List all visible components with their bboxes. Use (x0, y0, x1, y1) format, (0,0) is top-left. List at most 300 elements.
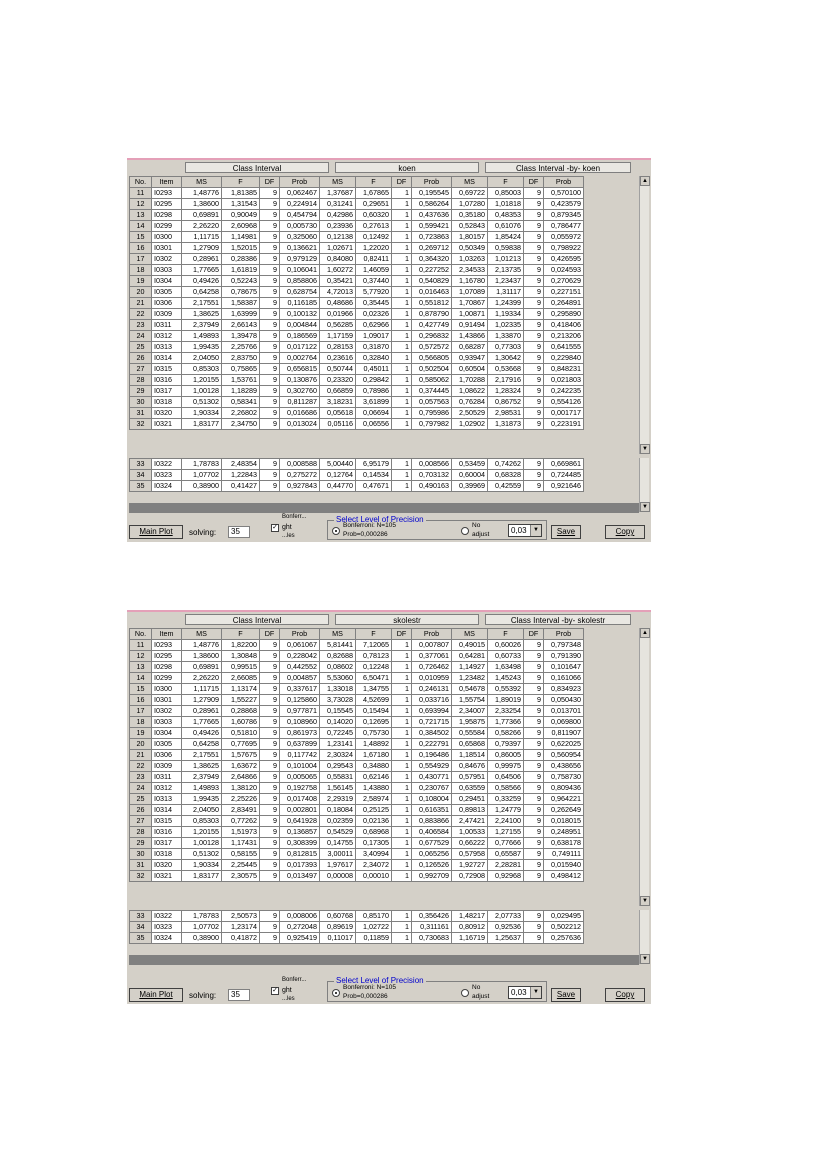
table-row[interactable] (130, 640, 584, 651)
table-cell: I0293 (152, 188, 182, 199)
table-cell: 0,75865 (222, 364, 260, 375)
no-adjust-radio[interactable] (461, 989, 469, 997)
scroll-up-icon[interactable]: ▲ (640, 176, 650, 186)
column-header[interactable]: DF (392, 177, 412, 188)
column-header[interactable]: Prob (280, 629, 320, 640)
table-cell: 1 (392, 922, 412, 933)
table-cell: 0,32840 (356, 353, 392, 364)
table-cell: 1,28324 (488, 386, 524, 397)
table-cell: I0321 (152, 419, 182, 430)
scroll-up-icon[interactable]: ▲ (640, 628, 650, 638)
table-cell: 0,74262 (488, 459, 524, 470)
table-cell: 2,26802 (222, 408, 260, 419)
table-row[interactable] (130, 794, 584, 805)
table-cell: I0299 (152, 221, 182, 232)
table-cell: 0,296832 (412, 331, 452, 342)
table-cell: 0,64506 (488, 772, 524, 783)
table-cell: 0,454794 (280, 210, 320, 221)
table-cell: I0305 (152, 287, 182, 298)
table-row[interactable] (130, 651, 584, 662)
table-cell: 3,73028 (320, 695, 356, 706)
precision-group (327, 515, 547, 540)
table-cell: 0,703132 (412, 470, 452, 481)
bonf-prob-text: Prob=0,000286 (343, 531, 388, 538)
table-cell: 1,11715 (182, 684, 222, 695)
save-button[interactable]: Save (551, 525, 581, 539)
table-row[interactable] (130, 397, 584, 408)
table-cell: 0,017393 (280, 860, 320, 871)
table-cell: 34 (130, 922, 152, 933)
vertical-scrollbar-tail[interactable] (639, 910, 649, 964)
bonferroni-radio[interactable] (332, 527, 340, 535)
table-cell: 0,418406 (544, 320, 584, 331)
table-row[interactable] (130, 342, 584, 353)
table-cell: 0,15494 (356, 706, 392, 717)
table-cell: 0,51302 (182, 397, 222, 408)
table-row[interactable] (130, 375, 584, 386)
column-header[interactable]: DF (260, 629, 280, 640)
table-cell: 2,33254 (488, 706, 524, 717)
table-cell: 1 (392, 386, 412, 397)
table-cell: 0,224914 (280, 199, 320, 210)
table-row[interactable] (130, 459, 584, 470)
table-cell: 0,02136 (356, 816, 392, 827)
table-cell: 1,51973 (222, 827, 260, 838)
table-cell: 0,47671 (356, 481, 392, 492)
column-header[interactable]: No. (130, 629, 152, 640)
table-cell: 1 (392, 651, 412, 662)
table-row[interactable] (130, 265, 584, 276)
table-cell: 1,37687 (320, 188, 356, 199)
scroll-down-icon[interactable]: ▼ (640, 502, 650, 512)
table-cell: 0,008006 (280, 911, 320, 922)
vertical-scrollbar[interactable] (639, 628, 649, 906)
table-cell: 2,60968 (222, 221, 260, 232)
table-cell: 1,90334 (182, 860, 222, 871)
table-row[interactable] (130, 353, 584, 364)
table-cell: 2,34750 (222, 419, 260, 430)
table-cell: 0,018015 (544, 816, 584, 827)
table-cell: 1,38600 (182, 199, 222, 210)
table-row[interactable] (130, 761, 584, 772)
table-cell: 1,49893 (182, 331, 222, 342)
table-cell: 2,30324 (320, 750, 356, 761)
table-row[interactable] (130, 922, 584, 933)
table-cell: 9 (524, 459, 544, 470)
table-cell: 0,60004 (452, 470, 488, 481)
table-cell: 1 (392, 188, 412, 199)
main-plot-button[interactable]: Main Plot (129, 525, 183, 539)
bonferroni-checkbox[interactable]: ✓ (272, 524, 278, 531)
table-row[interactable] (130, 911, 584, 922)
table-cell: 1,49893 (182, 783, 222, 794)
table-row[interactable] (130, 481, 584, 492)
table-row[interactable] (130, 838, 584, 849)
column-header[interactable]: F (222, 629, 260, 640)
table-cell: 28 (130, 375, 152, 386)
table-row[interactable] (130, 188, 584, 199)
column-header[interactable]: Prob (544, 177, 584, 188)
table-row[interactable] (130, 298, 584, 309)
column-header[interactable]: Prob (280, 177, 320, 188)
bonf-n-text: Bonferroni: N=105 (343, 522, 396, 529)
table-cell: 35 (130, 933, 152, 944)
column-header[interactable]: MS (452, 629, 488, 640)
table-row[interactable] (130, 816, 584, 827)
table-cell: 0,008566 (412, 459, 452, 470)
table-cell: 0,125860 (280, 695, 320, 706)
table-cell: 9 (524, 783, 544, 794)
table-cell: 2,58974 (356, 794, 392, 805)
table-cell: 2,25226 (222, 794, 260, 805)
table-cell: 0,29543 (320, 761, 356, 772)
column-header-row (130, 629, 584, 640)
table-row[interactable] (130, 673, 584, 684)
table-cell: 1,11715 (182, 232, 222, 243)
table-cell: 0,93947 (452, 353, 488, 364)
table-cell: 2,24100 (488, 816, 524, 827)
table-row[interactable] (130, 276, 584, 287)
table-cell: 0,977871 (280, 706, 320, 717)
table-row[interactable] (130, 470, 584, 481)
table-cell: 9 (260, 684, 280, 695)
table-cell: 0,08602 (320, 662, 356, 673)
table-cell: 2,25766 (222, 342, 260, 353)
group-header-class-interval: Class Interval (185, 162, 329, 173)
table-cell: 9 (260, 651, 280, 662)
table-cell: 0,883866 (412, 816, 452, 827)
table-row[interactable] (130, 309, 584, 320)
table-cell: 19 (130, 276, 152, 287)
table-cell: 31 (130, 860, 152, 871)
table-cell: 2,28281 (488, 860, 524, 871)
copy-button[interactable]: Copy (605, 525, 645, 539)
scroll-down-icon[interactable]: ▼ (640, 444, 650, 454)
precision-legend: Select Level of Precision (336, 515, 424, 524)
column-header[interactable]: MS (320, 629, 356, 640)
table-row[interactable] (130, 408, 584, 419)
table-row[interactable] (130, 243, 584, 254)
table-cell: 0,34880 (356, 761, 392, 772)
table-cell: 1,31873 (488, 419, 524, 430)
table-row[interactable] (130, 232, 584, 243)
table-row[interactable] (130, 772, 584, 783)
table-cell: 0,641555 (544, 342, 584, 353)
table-cell: 1 (392, 761, 412, 772)
table-cell: 0,136857 (280, 827, 320, 838)
table-row[interactable] (130, 860, 584, 871)
table-cell: 0,622025 (544, 739, 584, 750)
table-row[interactable] (130, 750, 584, 761)
table-cell: 0,502504 (412, 364, 452, 375)
table-cell: 0,50349 (452, 243, 488, 254)
table-row[interactable] (130, 695, 584, 706)
table-row[interactable] (130, 805, 584, 816)
table-cell: 0,25125 (356, 805, 392, 816)
table-cell: 0,033716 (412, 695, 452, 706)
table-cell: I0322 (152, 911, 182, 922)
chevron-down-icon[interactable]: ▼ (530, 525, 541, 536)
column-header[interactable]: Prob (412, 629, 452, 640)
table-cell: 9 (260, 750, 280, 761)
table-cell: 9 (524, 386, 544, 397)
column-header[interactable]: F (488, 177, 524, 188)
no-adjust-text-1: No (472, 984, 481, 991)
column-header[interactable]: MS (182, 629, 222, 640)
table-cell: 9 (524, 933, 544, 944)
table-cell: 1 (392, 739, 412, 750)
table-cell: 9 (260, 662, 280, 673)
table-cell: 9 (524, 298, 544, 309)
table-row[interactable] (130, 717, 584, 728)
table-cell: 1 (392, 662, 412, 673)
table-cell: 0,964221 (544, 794, 584, 805)
table-cell: 0,264891 (544, 298, 584, 309)
table-cell: 0,29842 (356, 375, 392, 386)
table-cell: 0,42986 (320, 210, 356, 221)
table-cell: I0304 (152, 276, 182, 287)
column-header[interactable]: MS (320, 177, 356, 188)
table-cell: 0,311161 (412, 922, 452, 933)
table-cell: 0,50744 (320, 364, 356, 375)
column-header[interactable]: F (356, 629, 392, 640)
table-cell: 13 (130, 662, 152, 673)
table-cell: 1,43880 (356, 783, 392, 794)
table-cell: 1,82200 (222, 640, 260, 651)
table-cell: 0,55584 (452, 728, 488, 739)
table-cell: 1,20155 (182, 375, 222, 386)
precision-legend: Select Level of Precision (336, 976, 424, 985)
copy-button[interactable]: Copy (605, 988, 645, 1002)
table-cell: 1 (392, 408, 412, 419)
table-cell: 0,57958 (452, 849, 488, 860)
table-cell: 0,437636 (412, 210, 452, 221)
column-header[interactable]: DF (260, 177, 280, 188)
column-header[interactable]: DF (524, 629, 544, 640)
table-cell: 9 (260, 243, 280, 254)
table-cell: 18 (130, 717, 152, 728)
table-cell: 0,57951 (452, 772, 488, 783)
column-header[interactable]: Prob (544, 629, 584, 640)
table-row[interactable] (130, 684, 584, 695)
scroll-down-icon[interactable]: ▼ (640, 896, 650, 906)
column-header[interactable]: Item (152, 629, 182, 640)
column-header[interactable]: Prob (412, 177, 452, 188)
table-cell: 0,302760 (280, 386, 320, 397)
table-cell: 9 (524, 827, 544, 838)
table-row[interactable] (130, 662, 584, 673)
table-cell: 0,61076 (488, 221, 524, 232)
table-row[interactable] (130, 221, 584, 232)
table-cell: 1,01213 (488, 254, 524, 265)
chevron-down-icon[interactable]: ▼ (530, 987, 541, 998)
table-cell: 24 (130, 783, 152, 794)
table-cell: 1,53761 (222, 375, 260, 386)
table-cell: I0303 (152, 265, 182, 276)
bonferroni-radio[interactable] (332, 989, 340, 997)
table-cell: 0,809436 (544, 783, 584, 794)
column-header[interactable]: No. (130, 177, 152, 188)
table-cell: 0,28961 (182, 706, 222, 717)
table-cell: 1 (392, 331, 412, 342)
table-cell: I0317 (152, 838, 182, 849)
vertical-scrollbar[interactable] (639, 176, 649, 454)
column-header[interactable]: F (222, 177, 260, 188)
table-cell: 0,374445 (412, 386, 452, 397)
table-cell: 0,295890 (544, 309, 584, 320)
table-cell: 1,14981 (222, 232, 260, 243)
no-adjust-text-2: adjust (472, 993, 490, 1000)
table-cell: 0,52243 (222, 276, 260, 287)
table-cell: 0,007807 (412, 640, 452, 651)
table-cell: 0,551812 (412, 298, 452, 309)
table-cell: 0,68968 (356, 827, 392, 838)
table-cell: 1,08622 (452, 386, 488, 397)
table-cell: 4,72013 (320, 287, 356, 298)
table-row[interactable] (130, 871, 584, 882)
column-header[interactable]: MS (182, 177, 222, 188)
table-row[interactable] (130, 419, 584, 430)
table-cell: 22 (130, 309, 152, 320)
table-cell: 1,22843 (222, 470, 260, 481)
scroll-down-icon[interactable]: ▼ (640, 954, 650, 964)
table-cell: 1 (392, 309, 412, 320)
window-border (127, 158, 651, 160)
table-cell: 0,490163 (412, 481, 452, 492)
table-cell: 14 (130, 673, 152, 684)
table-cell: 9 (260, 794, 280, 805)
table-cell: 0,90049 (222, 210, 260, 221)
table-cell: I0316 (152, 827, 182, 838)
table-cell: 28 (130, 827, 152, 838)
column-header[interactable]: DF (524, 177, 544, 188)
table-cell: 9 (260, 331, 280, 342)
table-cell: 0,426595 (544, 254, 584, 265)
table-cell: 1,17431 (222, 838, 260, 849)
table-cell: 2,17551 (182, 750, 222, 761)
bonferroni-check-text-1: Bonferr... (282, 977, 307, 983)
table-row[interactable] (130, 783, 584, 794)
window-border (127, 610, 651, 612)
table-cell: 0,06694 (356, 408, 392, 419)
column-header[interactable]: F (356, 177, 392, 188)
column-header[interactable]: Item (152, 177, 182, 188)
table-cell: 4,52699 (356, 695, 392, 706)
table-cell: 20 (130, 287, 152, 298)
table-cell: 0,195545 (412, 188, 452, 199)
solving-field[interactable]: 35 (228, 989, 250, 1001)
anova-table (129, 628, 584, 882)
table-cell: 2,30575 (222, 871, 260, 882)
no-adjust-radio[interactable] (461, 527, 469, 535)
save-button[interactable]: Save (551, 988, 581, 1002)
table-cell: I0299 (152, 673, 182, 684)
table-cell: 9 (260, 717, 280, 728)
bonferroni-checkbox[interactable]: ✓ (272, 987, 278, 994)
table-cell: 29 (130, 838, 152, 849)
table-cell: 2,17916 (488, 375, 524, 386)
table-cell: 0,925419 (280, 933, 320, 944)
table-cell: I0323 (152, 922, 182, 933)
table-row[interactable] (130, 728, 584, 739)
table-cell: 9 (524, 816, 544, 827)
table-cell: 9 (260, 816, 280, 827)
table-cell: 0,117742 (280, 750, 320, 761)
column-header[interactable]: MS (452, 177, 488, 188)
table-cell: 0,60320 (356, 210, 392, 221)
table-row[interactable] (130, 210, 584, 221)
table-cell: I0300 (152, 684, 182, 695)
table-cell: 2,34072 (356, 860, 392, 871)
table-cell: I0321 (152, 871, 182, 882)
precision-select[interactable] (508, 524, 542, 537)
table-cell: 9 (524, 739, 544, 750)
table-cell: 2,04050 (182, 805, 222, 816)
table-cell: 9 (524, 640, 544, 651)
table-cell: 0,12248 (356, 662, 392, 673)
table-cell: 0,721715 (412, 717, 452, 728)
table-cell: 1,60786 (222, 717, 260, 728)
table-cell: I0304 (152, 728, 182, 739)
table-cell: I0317 (152, 386, 182, 397)
main-plot-button[interactable]: Main Plot (129, 988, 183, 1002)
table-cell: I0324 (152, 933, 182, 944)
table-cell: 1,31543 (222, 199, 260, 210)
table-cell: 3,00011 (320, 849, 356, 860)
table-row[interactable] (130, 706, 584, 717)
table-cell: I0306 (152, 298, 182, 309)
table-cell: 1,97617 (320, 860, 356, 871)
table-row[interactable] (130, 933, 584, 944)
table-cell: 21 (130, 298, 152, 309)
table-row[interactable] (130, 287, 584, 298)
table-cell: 9 (524, 353, 544, 364)
table-cell: 0,33259 (488, 794, 524, 805)
table-cell: 0,63559 (452, 783, 488, 794)
table-cell: 1,56145 (320, 783, 356, 794)
column-header[interactable]: F (488, 629, 524, 640)
table-row[interactable] (130, 199, 584, 210)
table-row[interactable] (130, 254, 584, 265)
precision-select[interactable] (508, 986, 542, 999)
table-cell: 9 (524, 221, 544, 232)
table-cell: 0,76284 (452, 397, 488, 408)
table-row[interactable] (130, 739, 584, 750)
table-cell: 1,23141 (320, 739, 356, 750)
vertical-scrollbar-tail[interactable] (639, 458, 649, 512)
table-row[interactable] (130, 331, 584, 342)
table-cell: 0,62966 (356, 320, 392, 331)
table-cell: 15 (130, 684, 152, 695)
table-cell: 1,07089 (452, 287, 488, 298)
table-row[interactable] (130, 364, 584, 375)
table-cell: 1,48776 (182, 188, 222, 199)
table-cell: 1 (392, 265, 412, 276)
table-cell: 1,99435 (182, 794, 222, 805)
table-row[interactable] (130, 827, 584, 838)
table-cell: 1,57675 (222, 750, 260, 761)
table-cell: 0,69891 (182, 210, 222, 221)
table-cell: 0,78675 (222, 287, 260, 298)
column-header[interactable]: DF (392, 629, 412, 640)
table-row[interactable] (130, 849, 584, 860)
solving-field[interactable]: 35 (228, 526, 250, 538)
table-cell: 9 (524, 911, 544, 922)
table-row[interactable] (130, 320, 584, 331)
table-cell: 0,14534 (356, 470, 392, 481)
table-cell: 1,24779 (488, 805, 524, 816)
table-row[interactable] (130, 386, 584, 397)
